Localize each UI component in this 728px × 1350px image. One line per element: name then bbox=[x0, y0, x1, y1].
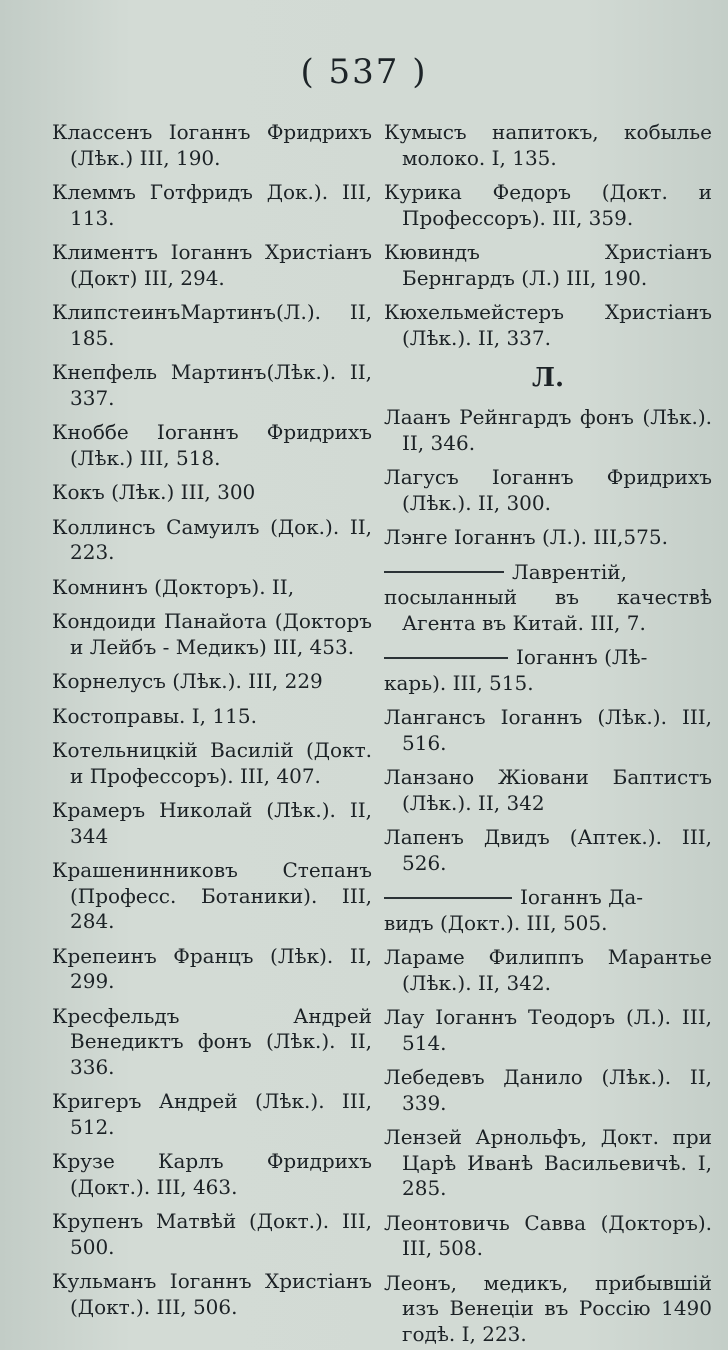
right-column bbox=[384, 120, 712, 1347]
ditto-rule bbox=[384, 571, 504, 573]
index-entry: Лензей Арнольфъ, Докт. при Царѣ Иванѣ Васильевичѣ. I, 285. bbox=[384, 1125, 712, 1200]
index-entry: Леонъ, медикъ, прибывшiй изъ Венецiи въ Россiю 1490 годѣ. I, 223. bbox=[384, 1270, 712, 1346]
index-entry: Леонтовичь Савва (Докторъ). III, 508. bbox=[384, 1210, 712, 1260]
index-entry: Костоправы. I, 115. bbox=[52, 703, 257, 728]
index-entry: Кульманъ Iоганнъ Христiанъ (Докт.). III, 506. bbox=[52, 1269, 372, 1319]
left-column bbox=[52, 120, 372, 1320]
index-entry: Лапенъ Двидъ (Аптек.). III, 526. bbox=[384, 825, 712, 875]
index-entry: Кювиндъ Христiанъ Бернгардъ (Л.) III, 190. bbox=[384, 240, 712, 290]
index-entry: КлипстеинъМартинъ(Л.). II, 185. bbox=[52, 300, 372, 350]
index-entry: Лаанъ Рейнгардъ фонъ (Лѣк.). II, 346. bbox=[384, 405, 712, 455]
index-entry: Корнелусъ (Лѣк.). III, 229 bbox=[52, 669, 323, 693]
dash-entry-head: Лаврентiй, bbox=[512, 559, 627, 584]
index-entry: Лагусъ Iоганнъ Фридрихъ (Лѣк.). II, 300. bbox=[384, 465, 712, 515]
index-entry: Кнепфель Мартинъ(Лѣк.). II, 337. bbox=[52, 360, 372, 410]
dash-entry-head: Iоганнъ Да- bbox=[520, 885, 644, 909]
index-entry: Крузе Карлъ Фридрихъ (Докт.). III, 463. bbox=[52, 1149, 372, 1199]
index-entry: Коллинсъ Самуилъ (Док.). II, 223. bbox=[52, 514, 372, 564]
index-entry: Кумысъ напитокъ, кобылье молоко. I, 135. bbox=[384, 120, 712, 170]
index-entry: Клеммъ Готфридъ Док.). III, 113. bbox=[52, 180, 372, 230]
index-entry: Кригеръ Андрей (Лѣк.). III, 512. bbox=[52, 1089, 372, 1139]
index-entry: Котельницкiй Василiй (Докт. и Профессоръ). III, 407. bbox=[52, 738, 372, 788]
index-entry: Курика Федоръ (Докт. и Профессоръ). III, 359. bbox=[384, 180, 712, 230]
section-letter: Л. bbox=[531, 363, 565, 393]
ditto-rule bbox=[384, 657, 508, 659]
index-entry: Крепеинъ Францъ (Лѣк). II, 299. bbox=[52, 943, 372, 993]
dash-entry-lavrentiy bbox=[384, 560, 712, 586]
index-entry: посыланный въ качествѣ Агента въ Китай. III, 7. bbox=[384, 585, 712, 635]
index-entry: Комнинъ (Докторъ). II, bbox=[52, 574, 295, 599]
index-entry: Кокъ (Лѣк.) III, 300 bbox=[52, 480, 256, 504]
index-entry: Ларамe Филиппъ Марантье (Лѣк.). II, 342. bbox=[384, 945, 712, 995]
index-entry: Кондоиди Панайота (Докторъ и Лейбъ - Медикъ) III, 453. bbox=[52, 609, 372, 659]
index-entry: Лау Iоганнъ Теодоръ (Л.). III, 514. bbox=[384, 1005, 712, 1055]
index-entry: Крамеръ Николай (Лѣк.). II, 344 bbox=[52, 798, 372, 848]
index-entry: Кноббе Iоганнъ Фридрихъ (Лѣк.) III, 518. bbox=[52, 420, 372, 470]
index-entry: Лангансъ Iоганнъ (Лѣк.). III, 516. bbox=[384, 705, 712, 755]
index-entry: Ланзано Жiовани Баптистъ (Лѣк.). II, 342 bbox=[384, 765, 712, 815]
index-entry: Крашенинниковъ Степанъ (Професс. Ботаники). III, 284. bbox=[52, 858, 372, 933]
index-entry: видъ (Докт.). III, 505. bbox=[384, 910, 608, 935]
index-entry: Лэнге Iоганнъ (Л.). III,575. bbox=[384, 525, 668, 549]
dash-entry-iogann-1 bbox=[384, 645, 712, 671]
index-entry: карь). III, 515. bbox=[384, 670, 534, 695]
index-entry: Крупенъ Матвѣй (Докт.). III, 500. bbox=[52, 1209, 372, 1259]
dash-entry-iogann-2 bbox=[384, 885, 712, 911]
index-entry: Кресфельдъ Андрей Венедиктъ фонъ (Лѣк.). II, 336. bbox=[52, 1003, 372, 1079]
page-number: ( 537 ) bbox=[300, 52, 428, 92]
index-entry: Климентъ Iоганнъ Христiанъ (Докт) III, 294. bbox=[52, 240, 372, 290]
ditto-rule bbox=[384, 897, 512, 899]
index-entry: Кюхельмейстеръ Христiанъ (Лѣк.). II, 337. bbox=[384, 300, 712, 350]
index-entry: Классенъ Iоганнъ Фридрихъ (Лѣк.) III, 190. bbox=[52, 120, 372, 170]
index-entry: Лебедевъ Данило (Лѣк.). II, 339. bbox=[384, 1065, 712, 1115]
dash-entry-head: Iоганнъ (Лѣ- bbox=[516, 645, 648, 669]
